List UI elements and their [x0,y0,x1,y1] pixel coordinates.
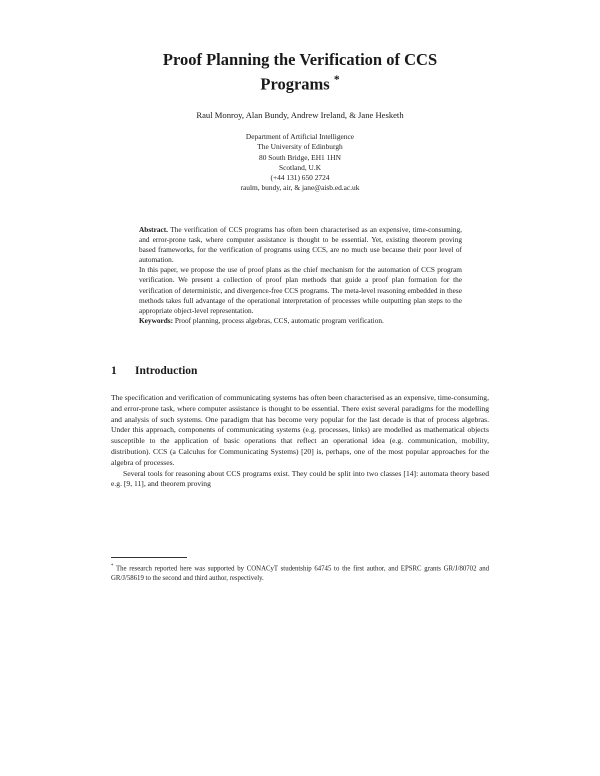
affiliation-street: 80 South Bridge, EH1 1HN [259,152,341,162]
abstract-label: Abstract. [139,225,168,234]
body-paragraph-2: Several tools for reasoning about CCS programs exist. They could be split into two classes [14]: automata theory based e.g. [9, 11], and theorem proving [111,468,489,489]
footnote-text: The research reported here was supported by CONACyT studentship 64745 to the first author, and EPSRC grants GR/J/80702 and GR/J/58619 to the second and third author, respectively. [111,565,490,583]
body-paragraph-1: The specification and verification of communicating systems has often been characterised as an expensive, time-consuming, and error-prone task, where computer assistance is thought to be essential. There exist several paradigms for the modelling and analysis of such systems. One paradigm that has become very popular for the last decade is that of process algebras. Under this approach, components of communicating systems (e.g. processes, links) are modelled as mathematical objects susceptible to the application of basic operations that reflect an operational idea (e.g. communication, mobility, distribution). CCS (a Calculus for Communicating Systems) [20] is, perhaps, one of the most popular approaches for the algebra of processes. [111,393,489,467]
affiliation-phone: (+44 131) 650 2724 [270,173,330,183]
body-text [111,393,489,490]
footnote-paragraph [111,562,489,584]
title-line-2-text: Programs [260,74,330,94]
section-title: Introduction [135,365,198,377]
abstract [139,225,462,326]
title-footnote-mark: * [333,74,340,86]
affiliation-department: Department of Artificial Intelligence [245,132,355,141]
affiliation-university: The University of Edinburgh [257,142,343,152]
title-line-2 [0,70,600,95]
keywords-text: Proof planning, process algebras, CCS, automatic program verification. [174,315,384,325]
keywords [139,316,462,326]
affiliation-block [0,132,600,194]
footnote-rule [111,557,187,558]
keywords-label: Keywords: [139,315,174,325]
abstract-paragraph-2: In this paper, we propose the use of proof plans as the chief mechanism for the automation of CCS program verification. We present a collection of proof plan methods that guide a proof plan formation for the verification of deterministic, and divergence-free CCS programs. The meta-level reasoning embedded in these methods takes full advantage of the operational interpretation of processes while outputting plan steps to the appropriate object-level representation. [139,265,462,315]
author-list: Raul Monroy, Alan Bundy, Andrew Ireland, & Jane Hesketh [196,110,404,120]
footnote-mark: * [111,564,114,569]
affiliation-country: Scotland, U.K [278,162,322,172]
footnote [111,562,489,584]
abstract-paragraph-1 [139,225,462,265]
title-line-1: Proof Planning the Verification of CCS [162,50,438,69]
section-heading [111,365,197,377]
abstract-text-1: The verification of CCS programs has often been characterised as an expensive, time-consuming, and error-prone task, where computer assistance is thought to be essential. Yet, existing theorem proving based frameworks, for the verification of programs using CCS, are no much use because their poor level of automation. [139,225,462,265]
affiliation-emails: raulm, bundy, air, & jane@aisb.ed.ac.uk [240,183,360,193]
paper-title [0,50,600,95]
section-number: 1 [111,365,117,377]
